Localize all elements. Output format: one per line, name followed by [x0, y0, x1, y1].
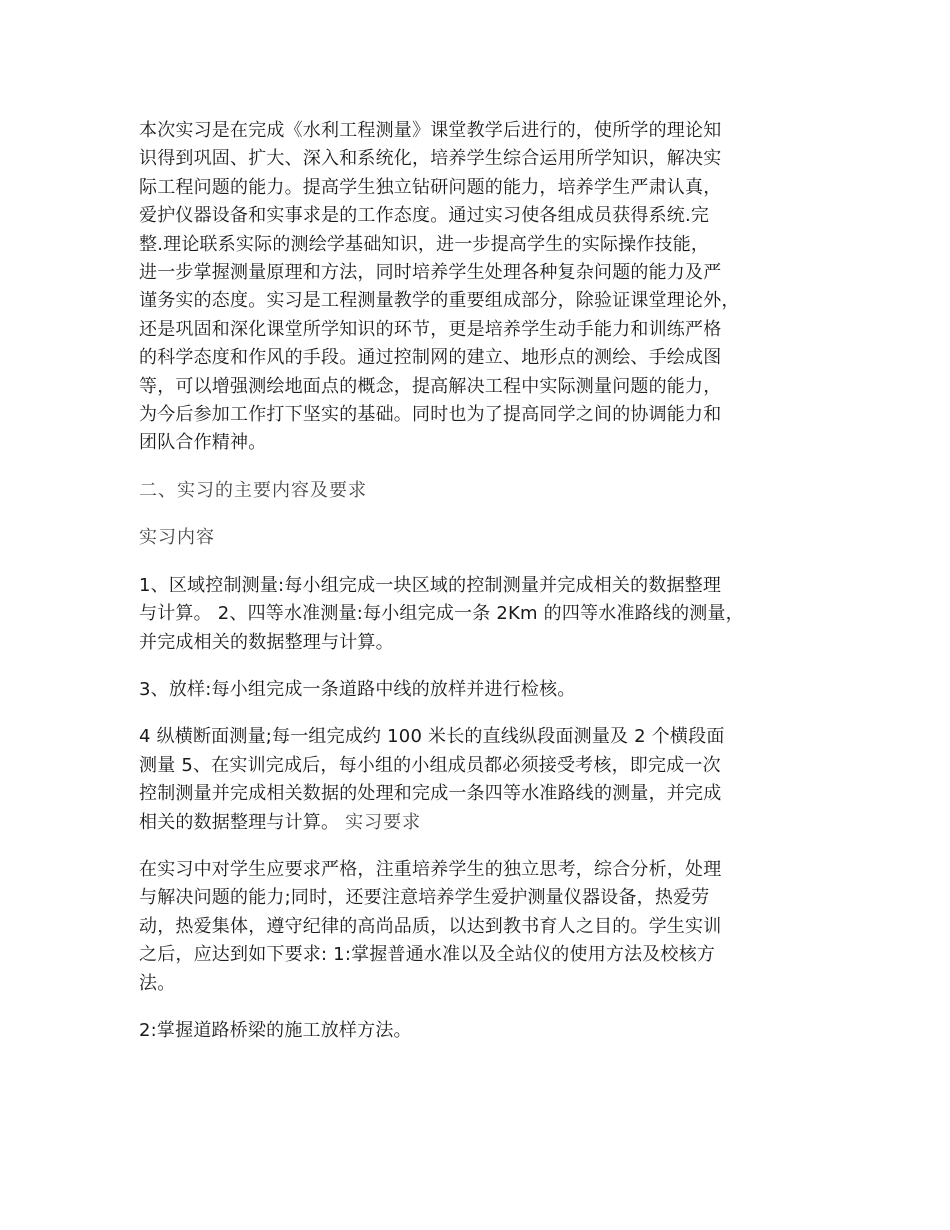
document-body — [139, 117, 829, 1064]
text-line: 动，热爱集体，遵守纪律的高尚品质，以达到教书育人之目的。学生实训 — [139, 915, 722, 937]
item-1-paragraph — [139, 572, 829, 657]
section-heading: 二、实习的主要内容及要求 — [139, 479, 367, 501]
text-line: 谨务实的态度。实习是工程测量教学的重要组成部分，除验证课堂理论外， — [139, 290, 740, 312]
text-line: 与解决问题的能力;同时，还要注意培养学生爱护测量仪器设备，热爱劳 — [139, 887, 710, 909]
item-3-paragraph — [139, 676, 829, 704]
text-line: 为今后参加工作打下坚实的基础。同时也为了提高同学之间的协调能力和 — [139, 404, 722, 426]
text-fragment: 相关的数据整理与计算。 — [139, 811, 340, 833]
text-line: 之后，应达到如下要求: 1:掌握普通水准以及全站仪的使用方法及校核方 — [139, 944, 716, 966]
text-line: 的科学态度和作风的手段。通过控制网的建立、地形点的测绘、手绘成图 — [139, 347, 722, 369]
subsection-heading: 实习内容 — [139, 527, 215, 549]
text-line: 团队合作精神。 — [139, 432, 267, 454]
text-line: 识得到巩固、扩大、深入和系统化，培养学生综合运用所学知识，解决实 — [139, 148, 722, 170]
item-4-paragraph — [139, 723, 829, 837]
text-line: 爱护仪器设备和实事求是的工作态度。通过实习使各组成员获得系统.完 — [139, 205, 710, 227]
text-line: 还是巩固和深化课堂所学知识的环节，更是培养学生动手能力和训练严格 — [139, 318, 722, 340]
text-line — [139, 809, 829, 837]
text-line: 2:掌握道路桥梁的施工放样方法。 — [139, 1019, 412, 1041]
text-line: 控制测量并完成相关数据的处理和完成一条四等水准路线的测量，并完成 — [139, 783, 722, 805]
text-line: 等，可以增强测绘地面点的概念，提高解决工程中实际测量问题的能力， — [139, 375, 722, 397]
text-line: 进一步掌握测量原理和方法，同时培养学生处理各种复杂问题的能力及严 — [139, 262, 722, 284]
requirement-2-paragraph — [139, 1017, 829, 1045]
text-line: 本次实习是在完成《水利工程测量》课堂教学后进行的，使所学的理论知 — [139, 120, 722, 141]
text-line: 1、区域控制测量:每小组完成一块区域的控制测量并完成相关的数据整理 — [139, 574, 722, 596]
text-line: 并完成相关的数据整理与计算。 — [139, 631, 394, 653]
requirements-paragraph — [139, 856, 829, 998]
inline-heading: 实习要求 — [345, 811, 422, 833]
text-line: 3、放样:每小组完成一条道路中线的放样并进行检核。 — [139, 678, 576, 700]
text-line: 法。 — [139, 972, 176, 994]
text-line: 在实习中对学生应要求严格，注重培养学生的独立思考，综合分析，处理 — [139, 858, 722, 880]
text-line: 整.理论联系实际的测绘学基础知识，进一步提高学生的实际操作技能， — [139, 233, 710, 255]
text-line: 测量 5、在实训完成后，每小组的小组成员都必须接受考核，即完成一次 — [139, 754, 721, 776]
text-line: 与计算。 2、四等水准测量:每小组完成一条 2Km 的四等水准路线的测量， — [139, 603, 744, 625]
text-line: 4 纵横断面测量;每一组完成约 100 米长的直线纵段面测量及 2 个横段面 — [139, 726, 725, 748]
text-line: 际工程问题的能力。提高学生独立钻研问题的能力，培养学生严肃认真， — [139, 176, 722, 198]
intro-paragraph — [139, 117, 829, 458]
